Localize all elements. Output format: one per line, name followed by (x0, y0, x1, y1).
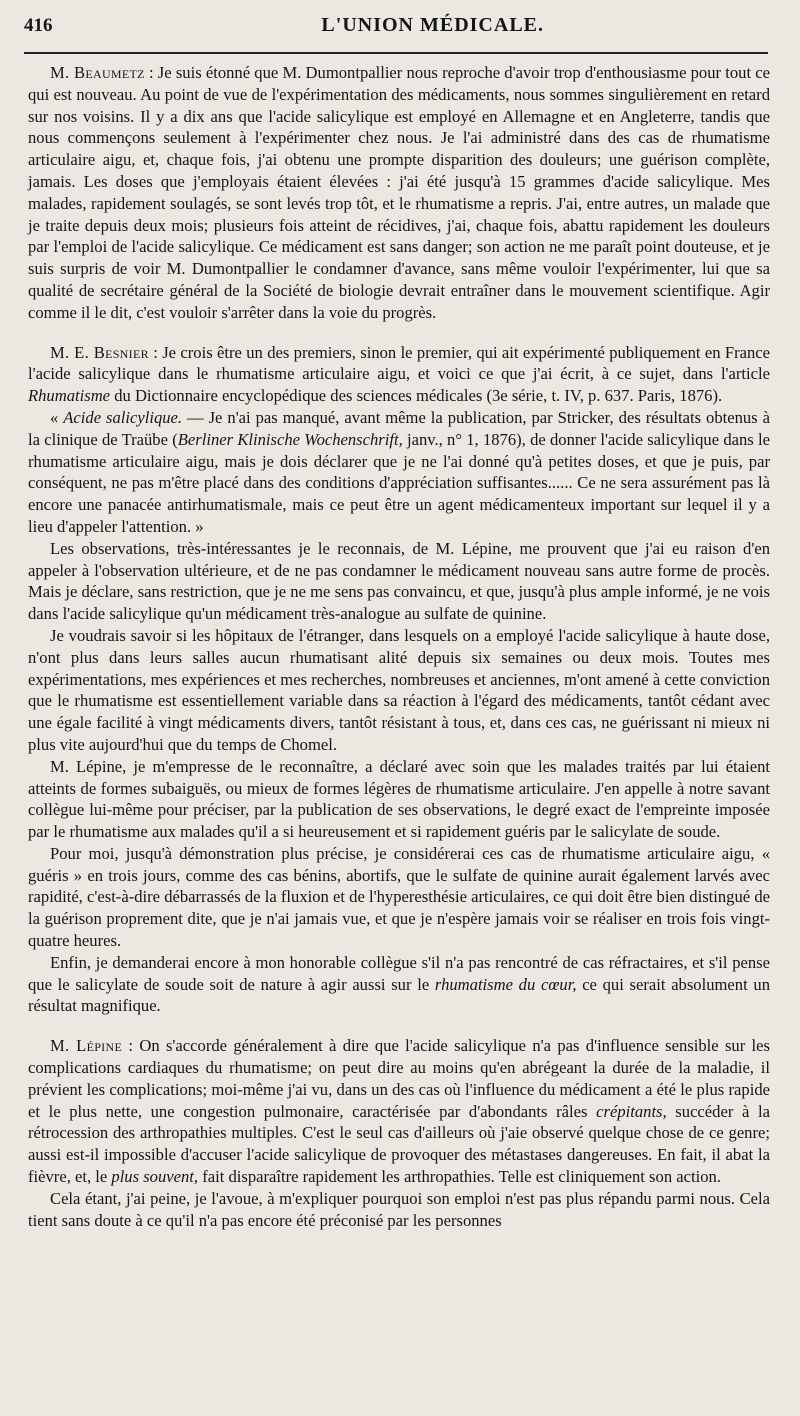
paragraph-text: ce qui serait absolument un résultat magnifique. (28, 974, 770, 1016)
paragraph-text: du Dictionnaire encyclopédique des sciences médicales (3e série, t. IV, p. 637. Paris, 1876). (110, 386, 723, 406)
paragraph-lepine (28, 1035, 770, 1188)
paragraph-besnier (28, 342, 770, 407)
paragraph-text: janv., n° 1, 1876), de donner l'acide salicylique dans le rhumatisme articulaire aigu, mais je dois déclarer que je ne l'ai donné qu'à petites doses, et que je puis, par conséquent, ne pas m'être placé dans des conditions d'appréciation suffisantes...... Ce ne sera assurément pas là encore une panacée antirhumatismale, mais ce peut être un agent médicamenteux important sur lequel il y a lieu d'appeler l'attention. » (28, 429, 770, 536)
paragraph-quotation (28, 407, 770, 538)
paragraph-text: : Je crois être un des premiers, sinon le premier, qui ait expérimenté publiquement en France l'acide salicylique dans le rhumatisme articulaire aigu, et voici ce que j'ai écrit, à ce sujet, dans l'article (28, 342, 771, 384)
italic-text: rhumatisme du cœur, (434, 974, 577, 994)
quote-open: « (50, 407, 64, 427)
journal-title: L'UNION MÉDICALE. (321, 14, 544, 36)
paragraph: Pour moi, jusqu'à démonstration plus précise, je considérerai ces cas de rhumatisme articulaire aigu, « guéris » en trois jours, comme des cas bénins, abortifs, que le sulfate de quinine aurait également larvés avec rapidité, c'est-à-dire débarrassés de la fluxion et de l'hyperesthésie articulaires, ce qui doit être bien distingué de la guérison proprement dite, que je n'ai jamais vue, et que je n'espère jamais voir se réaliser en trois fois vingt-quatre heures. (28, 843, 770, 951)
header-rule (24, 52, 768, 54)
page-number: 416 (24, 15, 53, 36)
paragraph-text: succéder à la rétrocession des arthropathies multiples. C'est le seul cas d'ailleurs où j'aie observé quelque chose de ce genre; aussi est-il impossible d'accuser l'acide salicylique de provoquer des métastases dangereuses. En fait, il abat la fièvre, et, le (28, 1101, 770, 1187)
body-text (24, 62, 774, 1231)
paragraph-text: : Je suis étonné que M. Dumontpallier nous reproche d'avoir trop d'enthousiasme pour tout ce qui est nouveau. Au point de vue de l'expérimentation des médicaments, nous sommes singulièrement en retard sur nos voisins. Il y a dix ans que l'acide salicylique est employé en Allemagne et en Angleterre, tandis que nous commençons seulement à l'expérimenter chez nous. Je l'ai administré dans des cas de rhumatisme articulaire aigu, et, chaque fois, j'ai obtenu une prompte disparition des douleurs; une guérison complète, jamais. Les doses que j'employais étaient élevées : j'ai été jusqu'à 15 grammes d'acide salicylique. Mes malades, rapidement soulagés, se sont levés trop tôt, et le rhumatisme a repris. J'ai, entre autres, un malade que je traite depuis deux mois; plusieurs fois atteint de récidives, j'ai, chaque fois, abattu rapidement les douleurs par l'emploi de l'acide salicylique. Ce médicament est sans danger; son action ne me paraît point douteuse, et je suis surpris de voir M. Dumontpallier le condamner d'avance, sans même vouloir l'expérimenter, lui que sa qualité de secrétaire général de la Société de biologie devrait entraîner dans le mouvement scientifique. Agir comme il le dit, c'est vouloir s'arrêter dans la voie du progrès. (28, 63, 770, 322)
paragraph-text: — Je n'ai pas manqué, avant même la publication, par Stricker, des résultats obtenus à la clinique de Traübe ( (28, 407, 770, 449)
speaker-name: M. Lépine (50, 1036, 123, 1056)
paragraph: Je voudrais savoir si les hôpitaux de l'étranger, dans lesquels on a employé l'acide salicylique à haute dose, n'ont plus dans leurs salles aucun rhumatisant alité depuis six semaines ou deux mois. Toutes mes expérimentations, mes expériences et mes recherches, nombreuses et anciennes, m'ont amené à cette conviction que le rhumatisme est essentiellement variable dans sa réaction à l'égard des médicaments, tantôt cédant avec une égale facilité à vingt médicaments divers, tantôt résistant à tous, et, dans ces cas, ne guérissant ni mieux ni plus vite aujourd'hui que du temps de Chomel. (28, 625, 770, 754)
italic-text: Rhumatisme (28, 386, 111, 406)
paragraph-text: : On s'accorde généralement à dire que l'acide salicylique n'a pas d'influence sensible sur les complications cardiaques du rhumatisme; on peut dire au moins qu'en abrégeant la durée de la maladie, il prévient les complications; moi-même j'ai vu, dans un des cas où l'influence du médicament a été le plus rapide et le plus nette, une congestion pulmonaire, caractérisée par d'abondants râles (28, 1036, 770, 1121)
page-header (24, 14, 774, 52)
italic-text: Berliner Klinische Wochenschrift, (177, 429, 403, 449)
paragraph: Cela étant, j'ai peine, je l'avoue, à m'expliquer pourquoi son emploi n'est pas plus répandu parmi nous. Cela tient sans doute à ce qu'il n'a pas encore été préconisé par les personnes (28, 1188, 770, 1230)
paragraph: M. Lépine, je m'empresse de le reconnaître, a déclaré avec soin que les malades traités par lui étaient atteints de formes subaiguës, ou mieux de formes légères de rhumatisme articulaire. J'en appelle à notre savant collègue lui-même pour préciser, par la publication de ses observations, le degré exact de l'empreinte imposée par le rhumatisme aux malades qu'il a si heureusement et si rapidement guéris par le salicylate de soude. (28, 756, 770, 842)
paragraph-text: fait disparaître rapidement les arthropathies. Telle est cliniquement son action. (198, 1167, 721, 1187)
speaker-name: M. E. Besnier (50, 342, 149, 362)
italic-text: plus souvent, (111, 1167, 199, 1187)
paragraph-beaumetz (28, 62, 770, 324)
paragraph: Les observations, très-intéressantes je le reconnais, de M. Lépine, me prouvent que j'ai eu raison d'en appeler à l'observation ultérieure, et de ne pas condamner le médicament nouveau sans autre forme de procès. Mais je déclare, sans restriction, que je ne me sens pas convaincu, et que, jusqu'à plus ample informé, je ne vois dans l'acide salicylique qu'un médicament très-analogue au sulfate de quinine. (28, 538, 770, 624)
italic-text: crépitants, (596, 1101, 667, 1121)
italic-text: Acide salicylique. (63, 407, 183, 427)
paragraph-text: Enfin, je demanderai encore à mon honorable collègue s'il n'a pas rencontré de cas réfractaires, et s'il pense que le salicylate de soude soit de nature à agir aussi sur le (28, 952, 770, 994)
speaker-name: M. Beaumetz (50, 63, 145, 82)
paragraph-enfin (28, 952, 770, 1017)
